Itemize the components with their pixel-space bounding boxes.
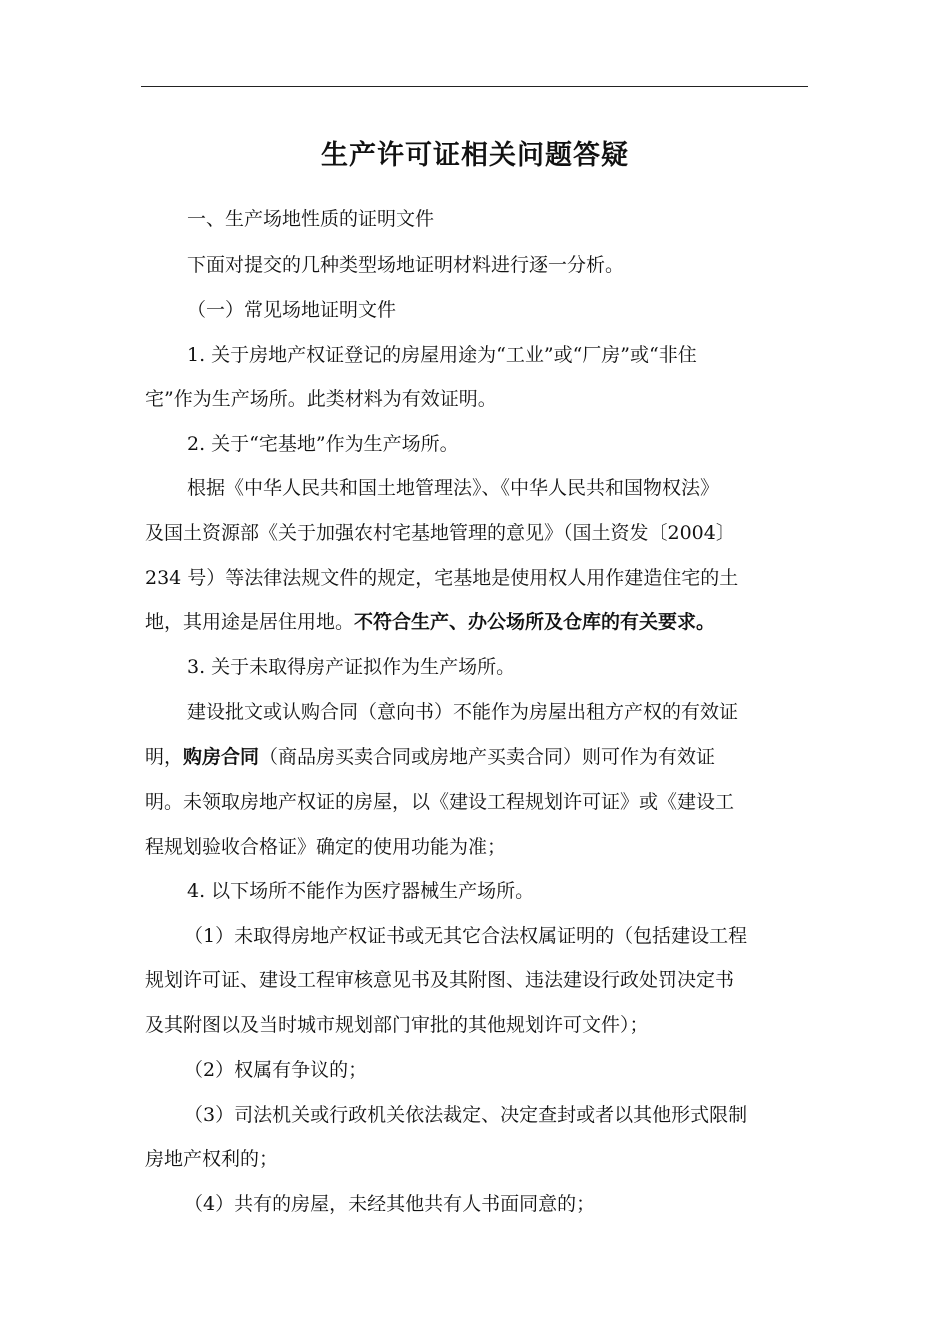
- paragraph-line: 明。未领取房地产权证的房屋，以《建设工程规划许可证》或《建设工: [145, 791, 735, 813]
- paragraph-line: 2. 关于“宅基地”作为生产场所。: [187, 433, 459, 455]
- paragraph-line: 4. 以下场所不能作为医疗器械生产场所。: [187, 880, 535, 902]
- list-item: （1）未取得房地产权证书或无其它合法权属证明的（包括建设工程: [184, 925, 748, 947]
- paragraph-line: 1. 关于房地产权证登记的房屋用途为“工业”或“厂房”或“非住: [187, 344, 697, 366]
- page-title: 生产许可证相关问题答疑: [321, 140, 629, 171]
- subsection-heading: （一）常见场地证明文件: [187, 299, 397, 321]
- section-heading: 一、生产场地性质的证明文件: [187, 208, 435, 230]
- bold-text: 购房合同: [183, 746, 260, 768]
- paragraph-line: [145, 745, 715, 769]
- paragraph-line: 3. 关于未取得房产证拟作为生产场所。: [187, 656, 516, 678]
- list-item-continued: 规划许可证、建设工程审核意见书及其附图、违法建设行政处罚决定书: [145, 969, 735, 991]
- paragraph-line: 234 号）等法律法规文件的规定，宅基地是使用权人用作建造住宅的土: [145, 567, 739, 589]
- paragraph-line: 及国土资源部《关于加强农村宅基地管理的意见》（国土资发〔2004〕: [145, 522, 735, 544]
- list-item-continued: 房地产权利的；: [145, 1148, 279, 1170]
- plain-text: （商品房买卖合同或房地产买卖合同）则可作为有效证: [259, 746, 716, 768]
- paragraph-line: 建设批文或认购合同（意向书）不能作为房屋出租方产权的有效证: [187, 701, 739, 723]
- paragraph-line: 下面对提交的几种类型场地证明材料进行逐一分析。: [187, 254, 625, 276]
- list-item: （2）权属有争议的；: [184, 1059, 368, 1081]
- list-item: （4）共有的房屋，未经其他共有人书面同意的；: [184, 1193, 596, 1215]
- paragraph-line: [145, 610, 715, 634]
- plain-text: 明，: [145, 746, 184, 768]
- header-rule: [141, 86, 808, 87]
- list-item: （3）司法机关或行政机关依法裁定、决定查封或者以其他形式限制: [184, 1104, 748, 1126]
- paragraph-line: 宅”作为生产场所。此类材料为有效证明。: [145, 388, 497, 410]
- bold-text: 不符合生产、办公场所及仓库的有关要求。: [354, 611, 716, 633]
- paragraph-line: 程规划验收合格证》确定的使用功能为准；: [145, 836, 507, 858]
- list-item-continued: 及其附图以及当时城市规划部门审批的其他规划许可文件）；: [145, 1014, 649, 1036]
- paragraph-line: 根据《中华人民共和国土地管理法》、《中华人民共和国物权法》: [187, 477, 720, 499]
- plain-text: 地，其用途是居住用地。: [145, 611, 355, 633]
